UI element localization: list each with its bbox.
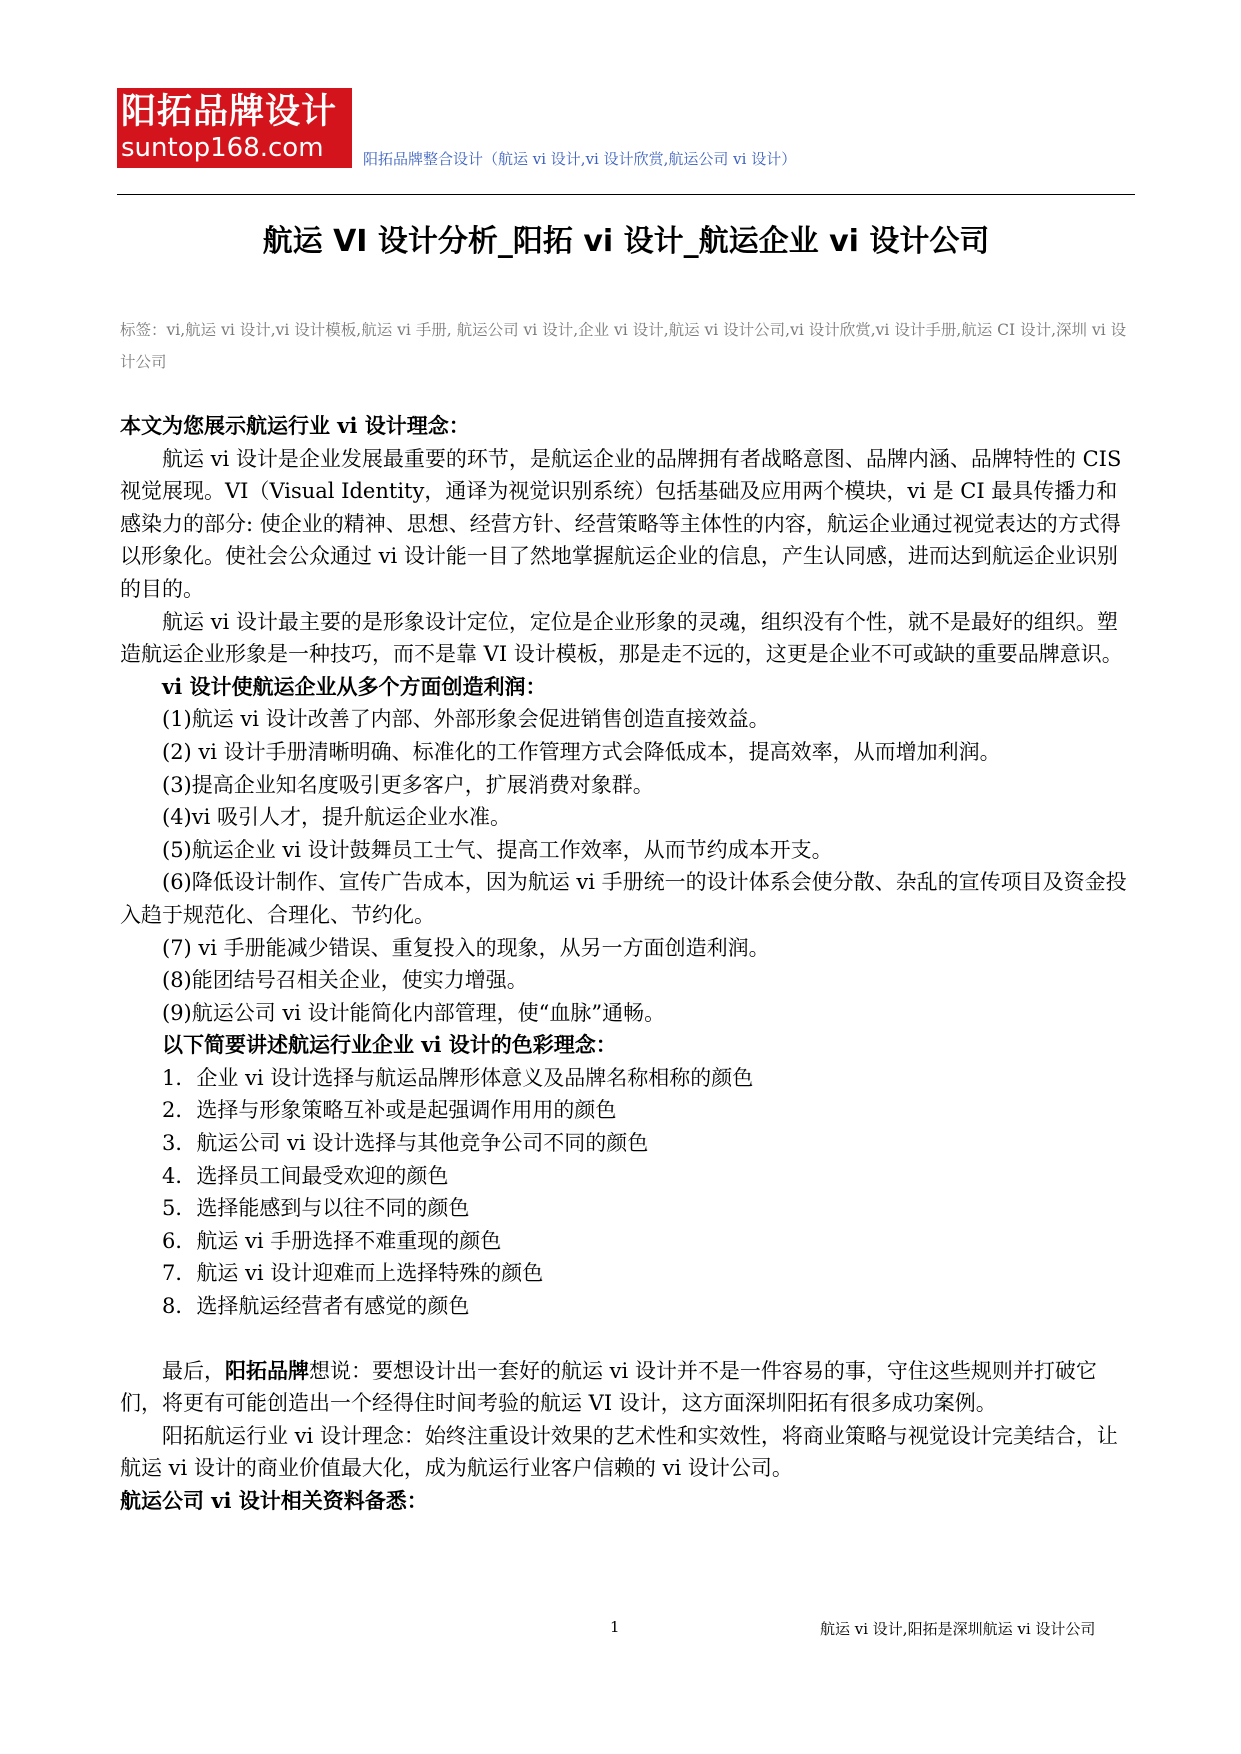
benefit-item: (6)降低设计制作、宣传广告成本，因为航运 vi 手册统一的设计体系会使分散、杂乱的宣传项目及资金投入趋于规范化、合理化、节约化。 <box>120 870 1127 927</box>
document-title: 航运 VI 设计分析_阳拓 vi 设计_航运企业 vi 设计公司 <box>262 224 990 259</box>
benefit-item: (7) vi 手册能减少错误、重复投入的现象，从另一方面创造利润。 <box>162 935 770 960</box>
document-body <box>120 410 1135 1518</box>
related-heading: 航运公司 vi 设计相关资料备悉： <box>120 1488 428 1513</box>
page-number: 1 <box>610 1618 620 1636</box>
footer-text: 航运 vi 设计,阳拓是深圳航运 vi 设计公司 <box>820 1620 1096 1638</box>
closing-text: 想说：要想设计出一套好的航运 vi 设计并不是一件容易的事，守住这些规则并打破它们，将更有可能创造出一个经得住时间考验的航运 VI 设计，这方面深圳阳拓有很多成功案例。 <box>120 1358 1097 1416</box>
color-item: 3．航运公司 vi 设计选择与其他竞争公司不同的颜色 <box>162 1131 649 1156</box>
header-tagline: 阳拓品牌整合设计（航运 vi 设计,vi 设计欣赏,航运公司 vi 设计） <box>363 150 797 168</box>
closing-paragraph <box>120 1355 1135 1420</box>
closing-brand: 阳拓品牌 <box>225 1357 309 1383</box>
philosophy-paragraph: 阳拓航运行业 vi 设计理念：始终注重设计效果的艺术性和实效性，将商业策略与视觉设计完美结合，让航运 vi 设计的商业价值最大化，成为航运行业客户信赖的 vi 设计公司。 <box>120 1423 1118 1481</box>
color-item: 2．选择与形象策略互补或是起强调作用用的颜色 <box>162 1098 617 1123</box>
benefit-item: (3)提高企业知名度吸引更多客户，扩展消费对象群。 <box>162 772 654 797</box>
color-heading: 以下简要讲述航运行业企业 vi 设计的色彩理念： <box>162 1032 617 1058</box>
tags-line: 标签：vi,航运 vi 设计,vi 设计模板,航运 vi 手册, 航运公司 vi 设计,企业 vi 设计,航运 vi 设计公司,vi 设计欣赏,vi 设计手册,航运 CI 设计,深圳 vi 设计公司 <box>120 321 1127 371</box>
logo-chinese-text: 阳拓品牌设计 <box>121 92 338 132</box>
brand-logo[interactable] <box>117 88 352 168</box>
benefit-item: (1)航运 vi 设计改善了内部、外部形象会促进销售创造直接效益。 <box>162 707 770 732</box>
benefit-item: (5)航运企业 vi 设计鼓舞员工士气、提高工作效率，从而节约成本开支。 <box>162 837 833 862</box>
intro-heading: 本文为您展示航运行业 vi 设计理念： <box>120 413 470 438</box>
benefits-heading: vi 设计使航运企业从多个方面创造利润： <box>162 673 547 699</box>
color-item: 1．企业 vi 设计选择与航运品牌形体意义及品牌名称相称的颜色 <box>162 1065 754 1090</box>
color-item: 4．选择员工间最受欢迎的颜色 <box>162 1163 449 1188</box>
closing-prefix: 最后， <box>162 1358 225 1383</box>
color-item: 8．选择航运经营者有感觉的颜色 <box>162 1294 470 1319</box>
color-item: 5．选择能感到与以往不同的颜色 <box>162 1196 470 1221</box>
color-item: 7．航运 vi 设计迎难而上选择特殊的颜色 <box>162 1261 544 1286</box>
body-paragraph: 航运 vi 设计最主要的是形象设计定位，定位是企业形象的灵魂，组织没有个性，就不是最好的组织。塑造航运企业形象是一种技巧，而不是靠 VI 设计模板，那是走不远的，这更是企业不可或缺的重要品牌意识。 <box>120 609 1123 667</box>
color-item: 6．航运 vi 手册选择不难重现的颜色 <box>162 1228 502 1253</box>
paragraph-spacer <box>120 1323 1135 1355</box>
benefit-item: (8)能团结号召相关企业，使实力增强。 <box>162 968 528 993</box>
logo-domain-text: suntop168.com <box>121 133 324 163</box>
page-header <box>117 88 1135 196</box>
benefit-item: (2) vi 设计手册清晰明确、标准化的工作管理方式会降低成本，提高效率，从而增加利润。 <box>162 739 1001 764</box>
benefit-item: (9)航运公司 vi 设计能简化内部管理，使“血脉”通畅。 <box>162 1000 666 1025</box>
header-divider <box>117 194 1135 195</box>
benefit-item: (4)vi 吸引人才，提升航运企业水准。 <box>162 805 512 830</box>
body-paragraph: 航运 vi 设计是企业发展最重要的环节，是航运企业的品牌拥有者战略意图、品牌内涵、品牌特性的 CIS 视觉展现。VI（Visual Identity，通译为视觉识别系统）包括基础及应用两个模块，vi 是 CI 最具传播力和感染力的部分: 使企业的精神、思想、经营方针、经营策略等主体性的内容，航运企业通过视觉表达的方式得以形象化。使社会公众通过 vi 设计能一目了然地掌握航运企业的信息，产生认同感，进而达到航运企业识别的目的。 <box>120 446 1122 601</box>
